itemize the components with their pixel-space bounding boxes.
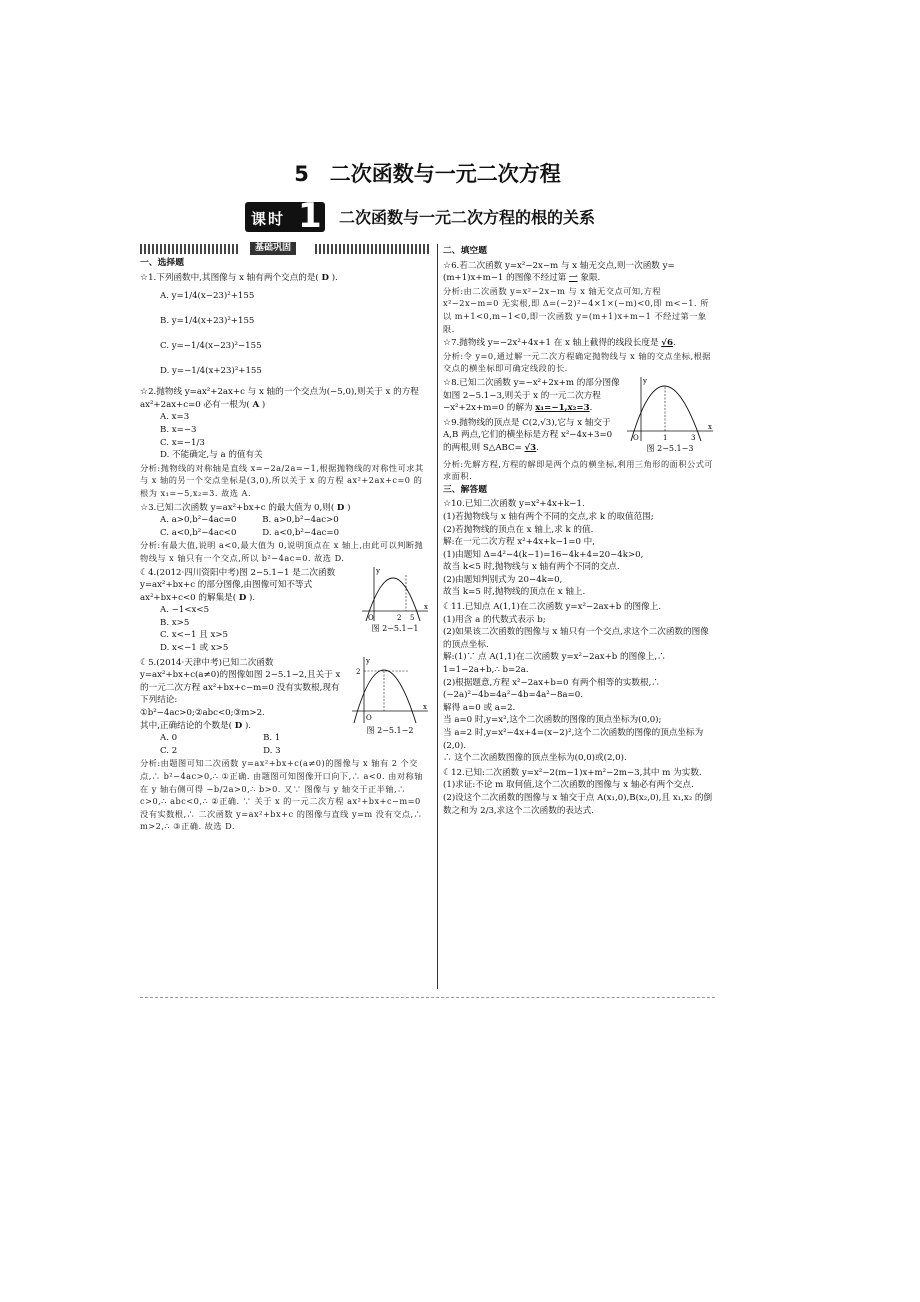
heading-fill: 二、填空题 [443,246,487,256]
answer-3: D [336,502,345,513]
solution-11: 解:(1)∵ 点 A(1,1)在二次函数 y=x²−2ax+b 的图像上,∴ 1=1−2a+b,∴ b=2a. (2)根据题意,方程 x²−2ax+b=0 有两个相等的实数根,∴ (−2a)²−4b=4a²−4b=4a²−8a=0. 解得 a=0 或 a=2. 当 a=0 时,y=x²,这个二次函数的图像的顶点坐标为(0,0); 当 a=2 时,y=x²−4x+4=(x−2)²,这个二次函数的图像的顶点坐标为(2,0). ∴ 这个二次函数图像的顶点坐标为(0,0)或(2,0). [443,652,704,764]
option: D. x<−1 或 x>5 [160,643,229,654]
figure-caption: 图 2−5.1−1 [371,623,419,633]
lesson-banner [245,196,690,236]
lesson-badge [245,196,325,236]
analysis-2: 分析:抛物线的对称轴是直线 x=−2a/2a=−1,根据抛物线的对称性可求其与 x 轴的另一个交点坐标是(3,0),所以关于 x 的方程 ax²+2ax+c=0 的根为 x₁=−5,x₂=3. 故选 A. [140,462,424,498]
analysis-6: 分析:由二次函数 y=x²−2x−m 与 x 轴无交点可知,方程 x²−2x−m=0 无实根,即 Δ=(−2)²−4×1×(−m)<0,即 m<−1. 所以 m+1<0,m−1<0,即一次函数 y=(m+1)x+m−1 不经过第一象限. [443,285,709,334]
page-title: 5 二次函数与一元二次方程 [294,162,561,186]
svg-text:2: 2 [356,667,361,676]
question-9: ☆9.抛物线的顶点是 C(2,√3),它与 x 轴交于 A,B 两点,它们的横坐标是方程 x²−4x+3=0 的两根,则 S△ABC= √3. [443,417,613,453]
star-icon: ☆ [140,502,149,513]
options-1 [140,284,430,384]
heading-solve: 三、解答题 [443,484,487,495]
analysis-7: 分析:令 y=0,通过解一元二次方程确定抛物线与 x 轴的交点坐标,根据交点的横坐标即可确定线段的长. [443,350,711,374]
svg-text:y: y [366,656,370,665]
parabola-graph-1 [360,565,430,623]
moon-icon: ☾ [443,767,452,778]
right-column [443,244,715,817]
svg-text:x: x [708,422,712,431]
svg-text:3: 3 [691,433,696,442]
option: C. a<0,b²−4ac<0 D. a<0,b²−4ac=0 [160,527,340,538]
lesson-badge-number: 1 [298,196,322,236]
option: B. y=1/4(x+23)²+155 [160,316,255,327]
option: D. y=−1/4(x+23)²+155 [160,366,262,377]
options-3 [140,514,430,539]
solution-10: 解:在一元二次方程 x²+4x+k−1=0 中, (1)由题知 Δ=4²−4(k−1)=16−4k+4=20−4k>0, 故当 k<5 时,抛物线与 x 轴有两个不同的交点. (2)由题知判别式为 20−4k=0, 故当 k=5 时,抛物线的顶点在 x 轴上. [443,537,644,598]
moon-icon: ☾ [140,567,149,578]
options-2 [140,411,430,461]
question-11: ☾11.已知点 A(1,1)在二次函数 y=x²−2ax+b 的图像上. [443,602,662,613]
parabola-graph-2 [350,655,430,725]
option: A. 0 B. 1 [160,733,281,744]
figure-caption: 图 2−5.1−3 [646,443,694,453]
left-column [140,244,430,833]
question-2: ☆2.抛物线 y=ax²+2ax+c 与 x 轴的一个交点为(−5,0),则关于 x 的方程 ax²+2ax+c=0 必有一根为( A ) [140,387,419,410]
lesson-badge-word: 课时 [251,210,286,228]
question-12-part-2: (2)设这个二次函数的图像与 x 轴交于点 A(x₁,0),B(x₂,0),且 x₁,x₂ 的倒数之和为 2/3,求这个二次函数的表达式. [443,792,713,816]
question-11-part-2: (2)如果该二次函数的图像与 x 轴只有一个交点,求这个二次函数的图像的顶点坐标. [443,627,709,650]
question-5-items: ①b²−4ac>0;②abc<0;③m>2. [140,708,265,719]
dotted-rule-right [315,244,430,254]
star-icon: ☆ [443,499,452,510]
svg-text:y: y [643,376,647,385]
question-8: ☆8.已知二次函数 y=−x²+2x+m 的部分图像如图 2−5.1−3,则关于 x 的一元二次方程 −x²+2x+m=0 的解为 x₁=−1,x₂=3. [443,377,620,414]
option: C. 2 D. 3 [160,745,281,756]
figure-2-5-1-3 [625,375,715,456]
analysis-9: 分析:先解方程,方程的解即是两个点的横坐标,利用三角形的面积公式可求面积. [443,458,714,482]
option: B. x=−3 [160,424,197,435]
question-10-part-1: (1)若抛物线与 x 轴有两个不同的交点,求 k 的取值范围; [443,511,654,522]
star-icon: ☆ [443,338,452,349]
svg-text:5: 5 [410,613,415,622]
question-12: ☾12.已知:二次函数 y=x²−2(m−1)x+m²−2m−3,其中 m 为实数. [443,767,702,778]
question-4: ☾4.(2012·四川资阳中考)图 2−5.1−1 是二次函数 y=ax²+bx+c 的部分图像,由图像可知不等式 ax²+bx+c<0 的解集是( D ). [140,567,336,603]
parabola-graph-3 [625,375,715,443]
svg-text:1: 1 [663,433,668,442]
question-7: ☆7.抛物线 y=−2x²+4x+1 在 x 轴上截得的线段长度是 √6. [443,338,676,349]
answer-9: √3 [524,442,537,453]
question-10: ☆10.已知二次函数 y=x²+4x+k−1. [443,499,585,510]
option: D. 不能确定,与 a 的值有关 [160,450,263,461]
question-5-prompt: 其中,正确结论的个数是( D ). [140,720,252,731]
analysis-3: 分析:有最大值,说明 a<0,最大值为 0,说明顶点在 x 轴上,由此可以判断抛物线与 x 轴只有一个交点,所以 b²−4ac=0. 故选 D. [140,540,424,563]
option: B. x>5 [160,617,190,628]
lesson-title: 二次函数与一元二次方程的根的关系 [339,208,596,227]
star-icon: ☆ [443,377,452,388]
answer-2: A [252,399,260,410]
bottom-dashed-rule [140,997,715,998]
figure-2-5-1-1 [360,565,430,636]
figure-caption: 图 2−5.1−2 [366,725,414,735]
answer-7: √6 [661,338,673,349]
section-header [140,244,430,254]
worksheet-page [140,140,715,1000]
star-icon: ☆ [443,260,452,271]
svg-text:y: y [376,566,380,575]
option: C. x<−1 且 x>5 [160,630,229,641]
column-divider [437,244,438,989]
svg-text:x: x [423,702,427,711]
option: C. x=−1/3 [160,437,205,448]
svg-text:O: O [366,713,372,722]
answer-1: D [321,272,329,283]
question-11-part-1: (1)用含 a 的代数式表示 b; [443,614,546,625]
option: A. a>0,b²−4ac=0 B. a>0,b²−4ac>0 [160,515,339,526]
star-icon: ☆ [443,417,452,428]
answer-5: D [234,720,243,731]
question-6: ☆6.若二次函数 y=x²−2x−m 与 x 轴无交点,则一次函数 y=(m+1)x+m−1 的图像不经过第 一 象限. [443,260,675,284]
question-12-part-1: (1)求证:不论 m 取何值,这个二次函数的图像与 x 轴必有两个交点. [443,780,694,791]
moon-icon: ☾ [443,602,452,613]
question-1: ☆1.下列函数中,其图像与 x 轴有两个交点的是( D ). [140,272,338,283]
svg-text:O: O [368,613,374,622]
figure-2-5-1-2 [350,655,430,738]
svg-text:x: x [424,602,428,611]
heading-choice: 一、选择题 [140,258,184,268]
question-3: ☆3.已知二次函数 y=ax²+bx+c 的最大值为 0,则( D ) [140,502,351,513]
option: A. y=1/4(x−23)²+155 [160,291,255,302]
section-label: 基础巩固 [250,242,296,255]
svg-text:2: 2 [397,613,402,622]
dotted-rule-left [140,244,240,254]
question-10-part-2: (2)若抛物线的顶点在 x 轴上,求 k 的值. [443,524,594,535]
option: A. x=3 [160,412,190,423]
svg-text:O: O [633,433,639,442]
answer-8: x₁=−1,x₂=3 [535,403,590,414]
option: A. −1<x<5 [160,605,210,616]
question-5: ☾5.(2014·天津中考)已知二次函数 y=ax²+bx+c(a≠0)的图像如图 2−5.1−2,且关于 x 的一元二次方程 ax²+bx+c−m=0 没有实数根,现有下列结论: [140,657,341,706]
star-icon: ☆ [140,387,149,398]
star-icon: ☆ [140,272,149,283]
analysis-5: 分析:由题图可知二次函数 y=ax²+bx+c(a≠0)的图像与 x 轴有 2 个交点,∴ b²−4ac>0,∴ ①正确. 由题图可知图像开口向下,∴ a<0. 由对称轴在 y 轴右侧可得 −b/2a>0,∴ b>0. 又∵ 图像与 y 轴交于正半轴,∴ c>0,∴ abc<0,∴ ②正确. ∵ 关于 x 的一元二次方程 ax²+bx+c−m=0 没有实数根,∴ 二次函数 y=ax²+bx+c 的图像与直线 y=m 没有交点,∴ m>2,∴ ③正确. 故选 D. [140,758,423,832]
option: C. y=−1/4(x−23)²−155 [160,341,262,352]
moon-icon: ☾ [140,657,149,668]
answer-6: 一 [569,273,578,284]
answer-4: D [238,592,247,603]
